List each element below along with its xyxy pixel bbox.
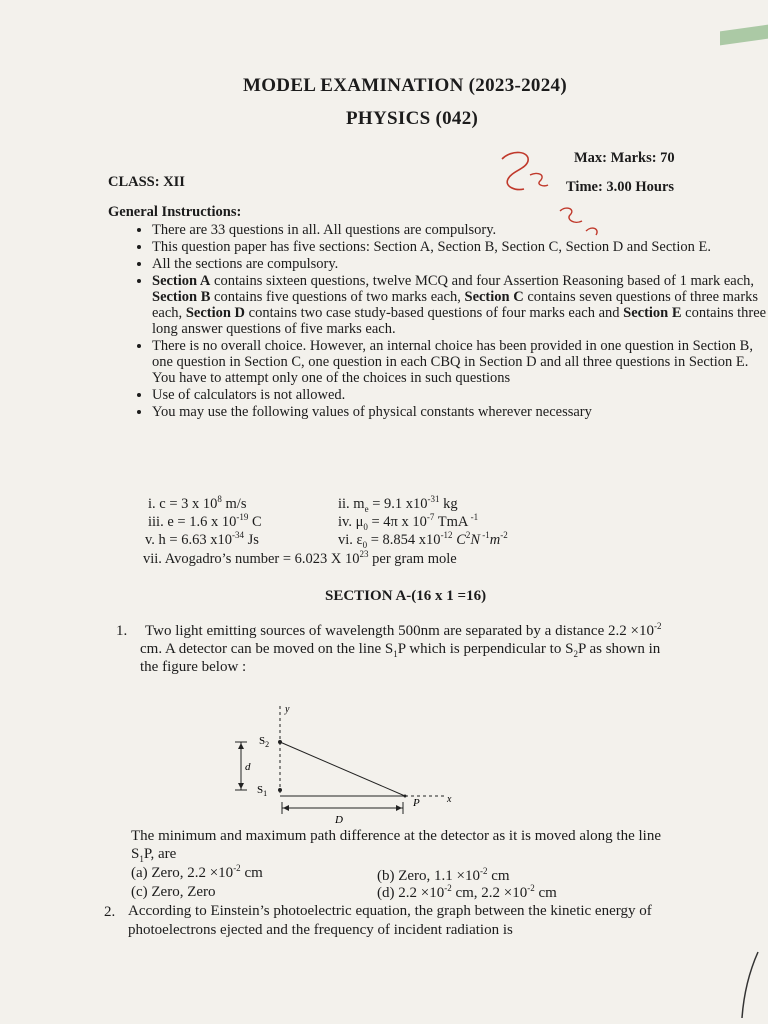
s1-label: $S_1$ (257, 784, 268, 798)
scan-edge-mark (728, 950, 768, 1020)
constant-mu0: iv. $\mu_0 = 4\pi$ x $10^{-7}$ TmA $^{-1}$ (338, 512, 479, 532)
question-2-line-1: According to Einstein’s photoelectric equation, the graph between the kinetic energy of (128, 903, 652, 919)
instruction-item: • This question paper has five sections: Section A, Section B, Section C, Section D and Section E. (152, 239, 767, 255)
corner-tint (720, 25, 768, 46)
question-1-stem: The minimum and maximum path difference at the detector as it is moved along the line (131, 828, 661, 844)
instruction-item: • All the sections are compulsory. (152, 256, 767, 272)
max-marks: Max: Marks: 70 (574, 150, 675, 166)
time-label: Time: 3.00 Hours (566, 179, 675, 195)
d-label: d (245, 761, 251, 773)
option-b: (b) Zero, $1.1 \times 10^{-2}$ cm (377, 866, 510, 884)
subject-title: PHYSICS (042) (346, 108, 479, 129)
section-a-heading: SECTION A-(16 x 1 =16) (325, 588, 487, 604)
constant-c: i. c = 3 x $10^8$ m/s (148, 494, 247, 512)
instructions-heading: General Instructions: (108, 204, 242, 220)
s2-p-line (280, 742, 405, 796)
source-s1 (278, 788, 282, 792)
instructions-list (112, 222, 767, 421)
x-axis-label: x (447, 794, 452, 805)
s2-label: $S_2$ (259, 735, 270, 749)
question-number: 1. (116, 623, 128, 639)
double-slit-figure (225, 698, 465, 828)
option-c: (c) Zero, Zero (131, 884, 216, 900)
option-d: (d) $2.2 \times 10^{-2}$ cm, $2.2 \times 10^{-2}$ cm (377, 883, 557, 901)
question-1-line-3: the figure below : (140, 659, 247, 675)
constant-me: ii. $m_e = 9.1$ $x10^{-31}$ kg (338, 494, 458, 514)
p-label: P (413, 797, 420, 809)
D-label: D (335, 814, 343, 826)
instruction-item: • There are 33 questions in all. All questions are compulsory. (152, 222, 767, 238)
exam-title: MODEL EXAMINATION (2023-2024) (243, 75, 567, 96)
constant-avogadro: vii. Avogadro’s number = 6.023 X $10^{23}$ per gram mole (143, 549, 457, 567)
y-axis-label: y (285, 704, 290, 715)
option-a: (a) Zero, $2.2 \times 10^{-2}$ cm (131, 863, 263, 881)
constant-e: iii. e = 1.6 x $10^{-19}$ C (148, 512, 262, 530)
question-1-stem-2: $S_1P$, are (131, 846, 177, 864)
question-2-line-2: photoelectrons ejected and the frequency of incident radiation is (128, 922, 513, 938)
handwritten-mark (490, 145, 610, 245)
point-p (404, 795, 407, 798)
question-1-line-2: cm. A detector can be moved on the line $S_1P$ which is perpendicular to $S_2P$ as shown in (140, 641, 661, 659)
instruction-item: • There is no overall choice. However, an internal choice has been provided in one question in Section B, one question in Section C, one question in each CBQ in Section D and all three questions in Section E. You have to attempt only one of the choices in such questions (152, 338, 767, 386)
instruction-item: • You may use the following values of physical constants wherever necessary (152, 404, 767, 420)
instruction-item: • Use of calculators is not allowed. (152, 387, 767, 403)
constant-h: v. h = 6.63 $x10^{-34}$ Js (145, 530, 259, 548)
question-1-line-1: Two light emitting sources of wavelength 500nm are separated by a distance $2.2 \times 10^{-2}$ (145, 621, 662, 639)
class-label: CLASS: XII (108, 174, 185, 190)
instruction-item: • Section A contains sixteen questions, twelve MCQ and four Assertion Reasoning based of 1 mark each, Section B contains five questions of two marks each, Section C contains seven questions of three marks each, Section D contains two case study-based questions of four marks each and Section E contains three long answer questions of five marks each. (152, 273, 767, 337)
question-number: 2. (104, 904, 116, 920)
constant-epsilon0: vi. $\varepsilon_0 = 8.854$ $x10^{-12}$ $C^2N$ $^{-1}m^{-2}$ (338, 530, 508, 550)
